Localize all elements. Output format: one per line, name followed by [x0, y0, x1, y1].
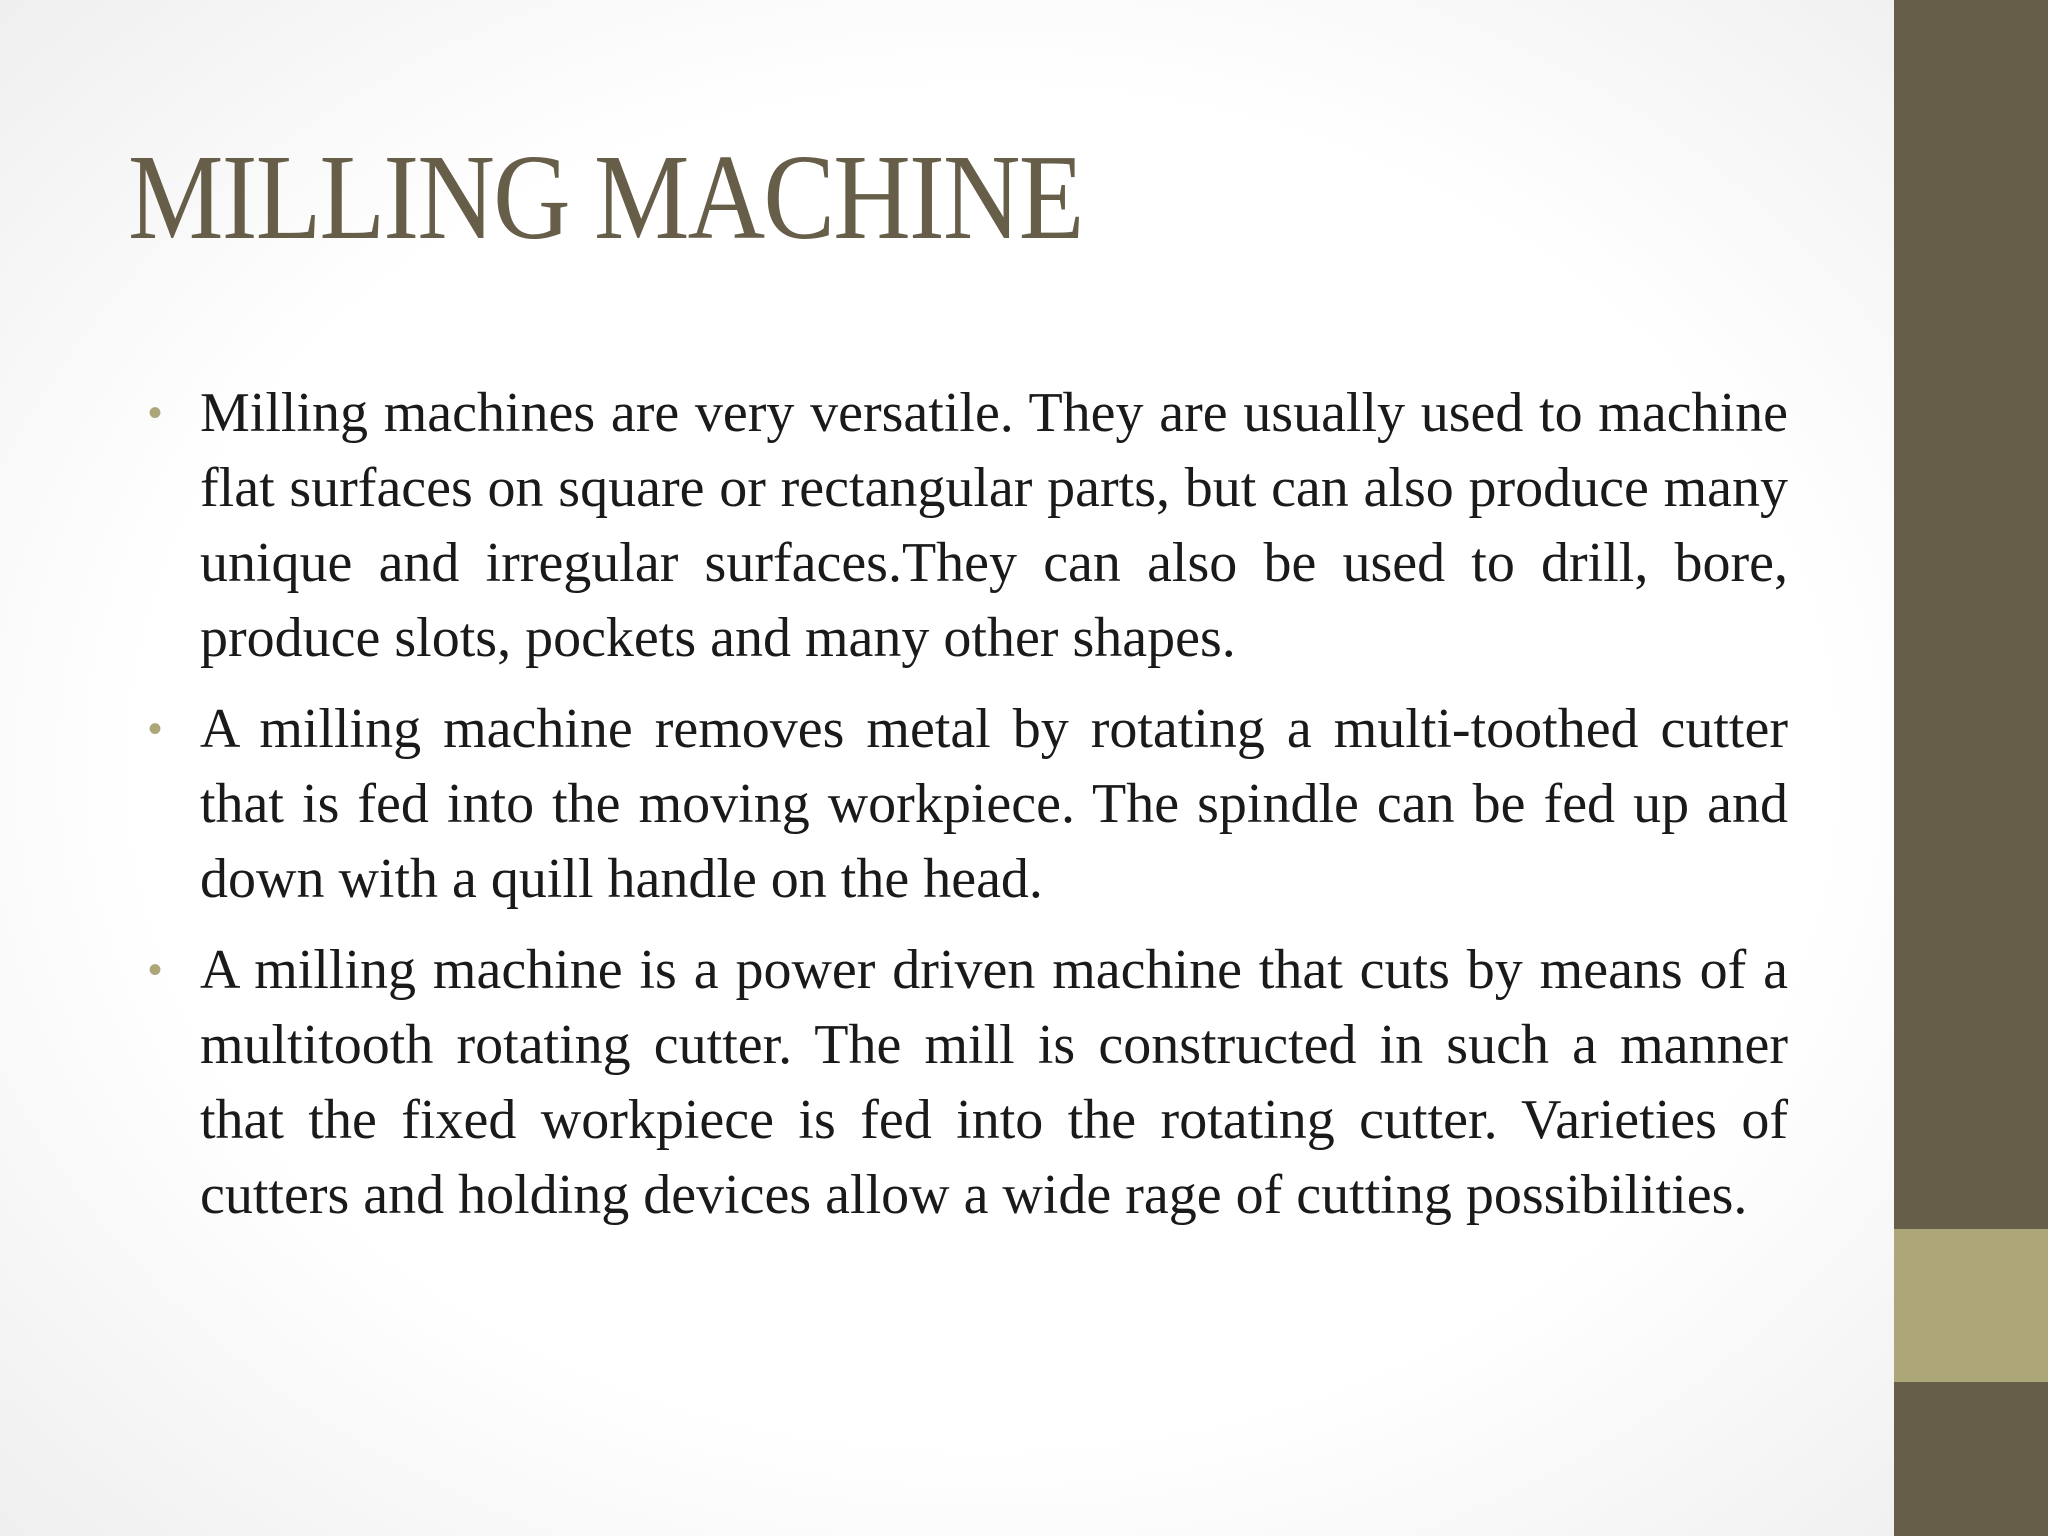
bullet-item [148, 376, 1788, 676]
decorative-side-bar [1894, 0, 2048, 1536]
slide-title: MILLING MACHINE [128, 130, 1083, 265]
bullet-item [148, 692, 1788, 917]
bullet-dot-icon: • [148, 948, 163, 992]
bullet-text: A milling machine is a power driven machine that cuts by means of a multitooth rotating cutter. The mill is constructed in such a manner that the fixed workpiece is fed into the rotating cutter. Varieties of cutters and holding devices allow a wide rage of cutting possibilities. [200, 939, 1788, 1226]
bullet-item [148, 933, 1788, 1233]
bullet-dot-icon: • [148, 391, 163, 435]
bullet-list [148, 376, 1788, 1249]
bullet-dot-icon: • [148, 707, 163, 751]
bullet-text: Milling machines are very versatile. They are usually used to machine flat surfaces on square or rectangular parts, but can also produce many unique and irregular surfaces.They can also be used to drill, bore, produce slots, pockets and many other shapes. [200, 382, 1788, 669]
decorative-side-bar-accent [1894, 1229, 2048, 1382]
bullet-text: A milling machine removes metal by rotating a multi-toothed cutter that is fed into the moving workpiece. The spindle can be fed up and down with a quill handle on the head. [200, 698, 1788, 910]
